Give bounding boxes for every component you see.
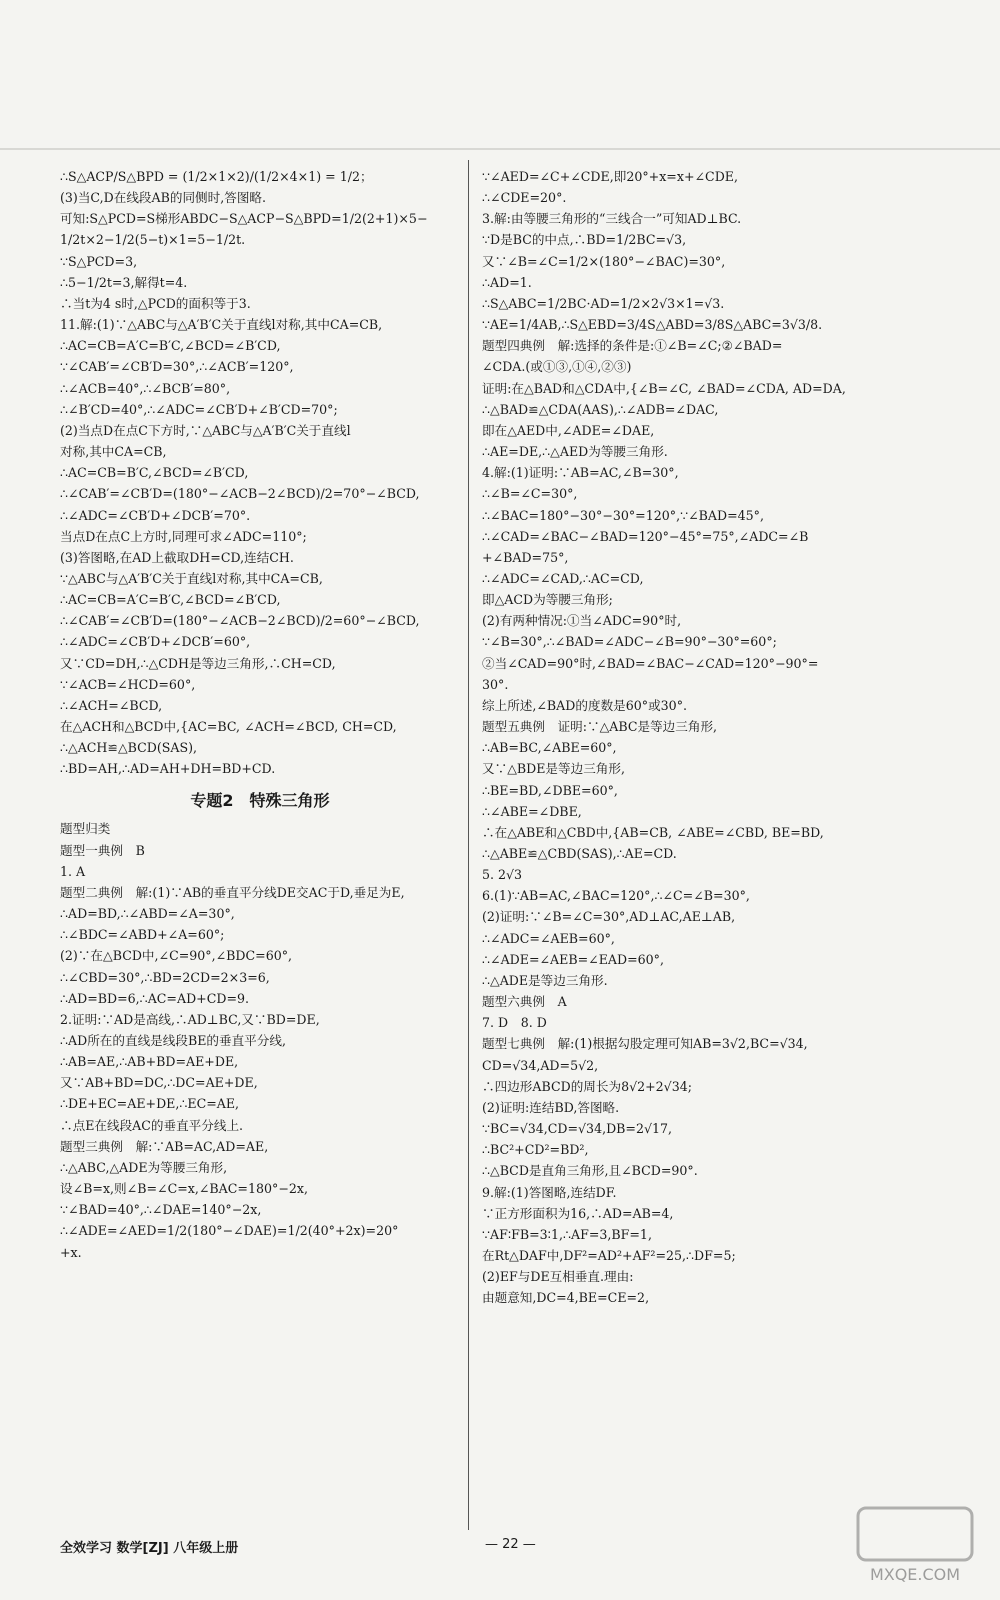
right-line: 题型七典例 解:(1)根据勾股定理可知AB=3√2,BC=√34, [482,1036,808,1052]
left-line: ∴BD=AH,∴AD=AH+DH=BD+CD. [60,761,276,777]
left-section-line: 题型一典例 B [60,842,145,858]
right-line: 题型六典例 A [482,994,567,1010]
right-line: ∴∠B=∠C=30°, [482,486,578,502]
left-section-line: 2.证明:∵AD是高线,∴AD⊥BC,又∵BD=DE, [60,1011,320,1027]
svg-text:MXQE.COM: MXQE.COM [869,1565,961,1584]
right-line: ∴∠ABE=∠DBE, [482,803,582,819]
right-line: 30°. [482,676,509,692]
right-line: ∵∠B=30°,∴∠BAD=∠ADC−∠B=90°−30°=60°; [482,634,777,650]
right-line: 题型五典例 证明:∵△ABC是等边三角形, [482,719,718,735]
left-section-line: ∴AB=AE,∴AB+BD=AE+DE, [60,1054,239,1070]
right-line: ∴∠CAD=∠BAC−∠BAD=120°−45°=75°,∠ADC=∠B [482,528,809,544]
left-line: 11.解:(1)∵△ABC与△A′B′C关于直线l对称,其中CA=CB, [60,317,383,333]
right-line: 即△ACD为等腰三角形; [482,592,613,608]
left-line: 可知:S△PCD=S梯形ABDC−S△ACP−S△BPD=1/2(2+1)×5− [60,211,428,227]
right-line: (2)证明:∵∠B=∠C=30°,AD⊥AC,AE⊥AB, [482,909,736,925]
right-line: 综上所述,∠BAD的度数是60°或30°. [482,697,687,713]
right-line: ∴在△ABE和△CBD中,{AB=CB, ∠ABE=∠CBD, BE=BD, [482,824,824,840]
left-line: 1/2t×2−1/2(5−t)×1=5−1/2t. [60,232,246,248]
left-line: ∴5−1/2t=3,解得t=4. [60,274,188,290]
right-line: ∴BE=BD,∠DBE=60°, [482,782,618,798]
left-section-line: 设∠B=x,则∠B=∠C=x,∠BAC=180°−2x, [60,1181,308,1197]
left-section-line: ∴∠BDC=∠ABD+∠A=60°; [60,927,225,943]
right-line: ∴AE=DE,∴△AED为等腰三角形. [482,444,668,460]
right-line: ∴∠CDE=20°. [482,190,567,206]
left-line: ∴∠ACH=∠BCD, [60,697,163,713]
right-line: 9.解:(1)答图略,连结DF. [482,1184,617,1200]
right-line: ∴△ADE是等边三角形. [482,972,608,988]
left-line: (3)答图略,在AD上截取DH=CD,连结CH. [60,549,294,565]
left-line: 对称,其中CA=CB, [60,444,167,460]
right-line: ∵D是BC的中点,∴BD=1/2BC=√3, [482,232,687,248]
right-line: ∴△ABE≌△CBD(SAS),∴AE=CD. [482,846,677,861]
left-line: 当点D在点C上方时,同理可求∠ADC=110°; [60,528,307,544]
book-title: 全效学习 数学[ZJ] 八年级上册 [60,1541,239,1556]
left-line: 又∵CD=DH,∴△CDH是等边三角形,∴CH=CD, [60,655,336,671]
right-line: ∵正方形面积为16,∴AD=AB=4, [482,1205,674,1221]
left-line: ∴AC=CB=A′C=B′C,∠BCD=∠B′CD, [60,338,281,354]
left-column [60,166,460,1263]
right-line: ∴∠ADE=∠AEB=∠EAD=60°, [482,951,664,967]
right-line: ∴△BAD≌△CDA(AAS),∴∠ADB=∠DAC, [482,401,719,417]
left-line: ∴∠CAB′=∠CB′D=(180°−∠ACB−2∠BCD)/2=70°−∠BCD, [60,486,420,502]
left-line: ∴∠ACB=40°,∴∠BCB′=80°, [60,380,231,396]
right-line: 由题意知,DC=4,BE=CE=2, [482,1290,650,1306]
left-line: ∴∠CAB′=∠CB′D=(180°−∠ACB−2∠BCD)/2=60°−∠BCD, [60,613,420,629]
right-line: ②当∠CAD=90°时,∠BAD=∠BAC−∠CAD=120°−90°= [482,655,819,671]
page-number: — 22 — [485,1537,536,1552]
right-line: (2)EF与DE互相垂直.理由: [482,1269,634,1285]
left-section-line: 又∵AB+BD=DC,∴DC=AE+DE, [60,1075,258,1091]
left-line: ∴S△ACP/S△BPD = (1/2×1×2)/(1/2×4×1) = 1/2； [60,169,373,184]
left-section-line: ∴AD所在的直线是线段BE的垂直平分线, [60,1032,286,1048]
left-section-line: 题型归类 [60,821,111,837]
right-line: ∴△BCD是直角三角形,且∠BCD=90°. [482,1163,698,1179]
left-section-line: 1. A [60,863,86,879]
right-line: ∴∠BAC=180°−30°−30°=120°,∵∠BAD=45°, [482,507,764,523]
section-title: 专题2 特殊三角形 [190,790,330,810]
left-line: ∴△ACH≌△BCD(SAS), [60,740,198,756]
right-line: +∠BAD=75°, [482,549,569,565]
right-line: (2)证明:连结BD,答图略. [482,1099,620,1115]
right-line: ∴S△ABC=1/2BC·AD=1/2×2√3×1=√3. [482,295,725,311]
left-section-line: 题型二典例 解:(1)∵AB的垂直平分线DE交AC于D,垂足为E, [60,884,405,900]
right-line: ∵AF∶FB=3∶1,∴AF=3,BF=1, [482,1226,652,1242]
left-line: ∵∠CAB′=∠CB′D=30°,∴∠ACB′=120°, [60,359,294,375]
right-line: ∴四边形ABCD的周长为8√2+2√34; [482,1078,692,1094]
right-line: ∴BC²+CD²=BD², [482,1142,589,1158]
left-line: ∴∠ADC=∠CB′D+∠DCB′=60°, [60,634,251,650]
right-line: 又∵△BDE是等边三角形, [482,761,625,777]
right-line: ∴AD=1. [482,274,532,290]
left-line: ∵∠ACB=∠HCD=60°, [60,676,196,692]
left-section-line: ∴∠ADE=∠AED=1/2(180°−∠DAE)=1/2(40°+2x)=20° [60,1223,399,1239]
right-line: 4.解:(1)证明:∵AB=AC,∠B=30°, [482,465,679,481]
right-line: (2)有两种情况:①当∠ADC=90°时, [482,613,682,629]
right-line: ∴∠ADC=∠CAD,∴AC=CD, [482,570,644,586]
left-line: ∴AC=CB=A′C=B′C,∠BCD=∠B′CD, [60,592,281,608]
right-line: 3.解:由等腰三角形的“三线合一”可知AD⊥BC. [482,211,742,227]
left-line: (3)当C,D在线段AB的同侧时,答图略. [60,190,267,206]
left-line: ∵S△PCD=3, [60,253,138,269]
right-line: 7. D 8. D [482,1015,547,1031]
right-line: 在Rt△DAF中,DF²=AD²+AF²=25,∴DF=5; [482,1247,736,1263]
left-line: ∴当t为4 s时,△PCD的面积等于3. [60,295,251,311]
left-section-line: ∴△ABC,△ADE为等腰三角形, [60,1159,228,1175]
right-line: ∵AE=1/4AB,∴S△EBD=3/4S△ABD=3/8S△ABC=3√3/8. [482,317,823,333]
right-line: ∴∠ADC=∠AEB=60°, [482,930,615,946]
column-divider [468,160,469,1530]
left-line: ∵△ABC与△A′B′C关于直线l对称,其中CA=CB, [60,570,323,586]
right-line: CD=√34,AD=5√2, [482,1057,599,1073]
left-section-line: (2)∵在△BCD中,∠C=90°,∠BDC=60°, [60,948,293,964]
right-line: 证明:在△BAD和△CDA中,{∠B=∠C, ∠BAD=∠CDA, AD=DA, [482,380,846,396]
left-section-line: ∴AD=BD=6,∴AC=AD+CD=9. [60,990,250,1006]
right-line: 5. 2√3 [482,867,523,883]
right-line: ∠CDA.(或①③,①④,②③) [482,359,632,375]
left-line: ∴∠B′CD=40°,∴∠ADC=∠CB′D+∠B′CD=70°; [60,401,338,417]
left-section-line: ∵∠BAD=40°,∴∠DAE=140°−2x, [60,1202,262,1218]
right-line: 题型四典例 解:选择的条件是:①∠B=∠C;②∠BAD= [482,338,783,354]
left-section-line: 题型三典例 解:∵AB=AC,AD=AE, [60,1138,269,1154]
left-section-line: ∴点E在线段AC的垂直平分线上. [60,1117,244,1133]
right-line: ∵BC=√34,CD=√34,DB=2√17, [482,1121,673,1137]
left-line: (2)当点D在点C下方时,∵△ABC与△A′B′C关于直线l [60,422,351,438]
left-section-line: ∴∠CBD=30°,∴BD=2CD=2×3=6, [60,969,270,985]
right-line: 6.(1)∵AB=AC,∠BAC=120°,∴∠C=∠B=30°, [482,888,750,904]
right-line: 即在△AED中,∠ADE=∠DAE, [482,422,655,438]
right-line: ∴AB=BC,∠ABE=60°, [482,740,617,756]
left-line: ∴∠ADC=∠CB′D+∠DCB′=70°. [60,507,251,523]
right-line: 又∵∠B=∠C=1/2×(180°−∠BAC)=30°, [482,253,726,269]
right-column [482,166,882,1308]
right-line: ∵∠AED=∠C+∠CDE,即20°+x=x+∠CDE, [482,169,738,184]
left-section-line: +x. [60,1244,82,1260]
top-rule [0,148,1000,150]
watermark-logo-icon [850,1500,980,1590]
left-line: 在△ACH和△BCD中,{AC=BC, ∠ACH=∠BCD, CH=CD, [60,719,397,735]
left-line: ∴AC=CB=B′C,∠BCD=∠B′CD, [60,465,249,481]
left-section-line: ∴DE+EC=AE+DE,∴EC=AE, [60,1096,240,1112]
left-section-line: ∴AD=BD,∴∠ABD=∠A=30°, [60,906,235,922]
